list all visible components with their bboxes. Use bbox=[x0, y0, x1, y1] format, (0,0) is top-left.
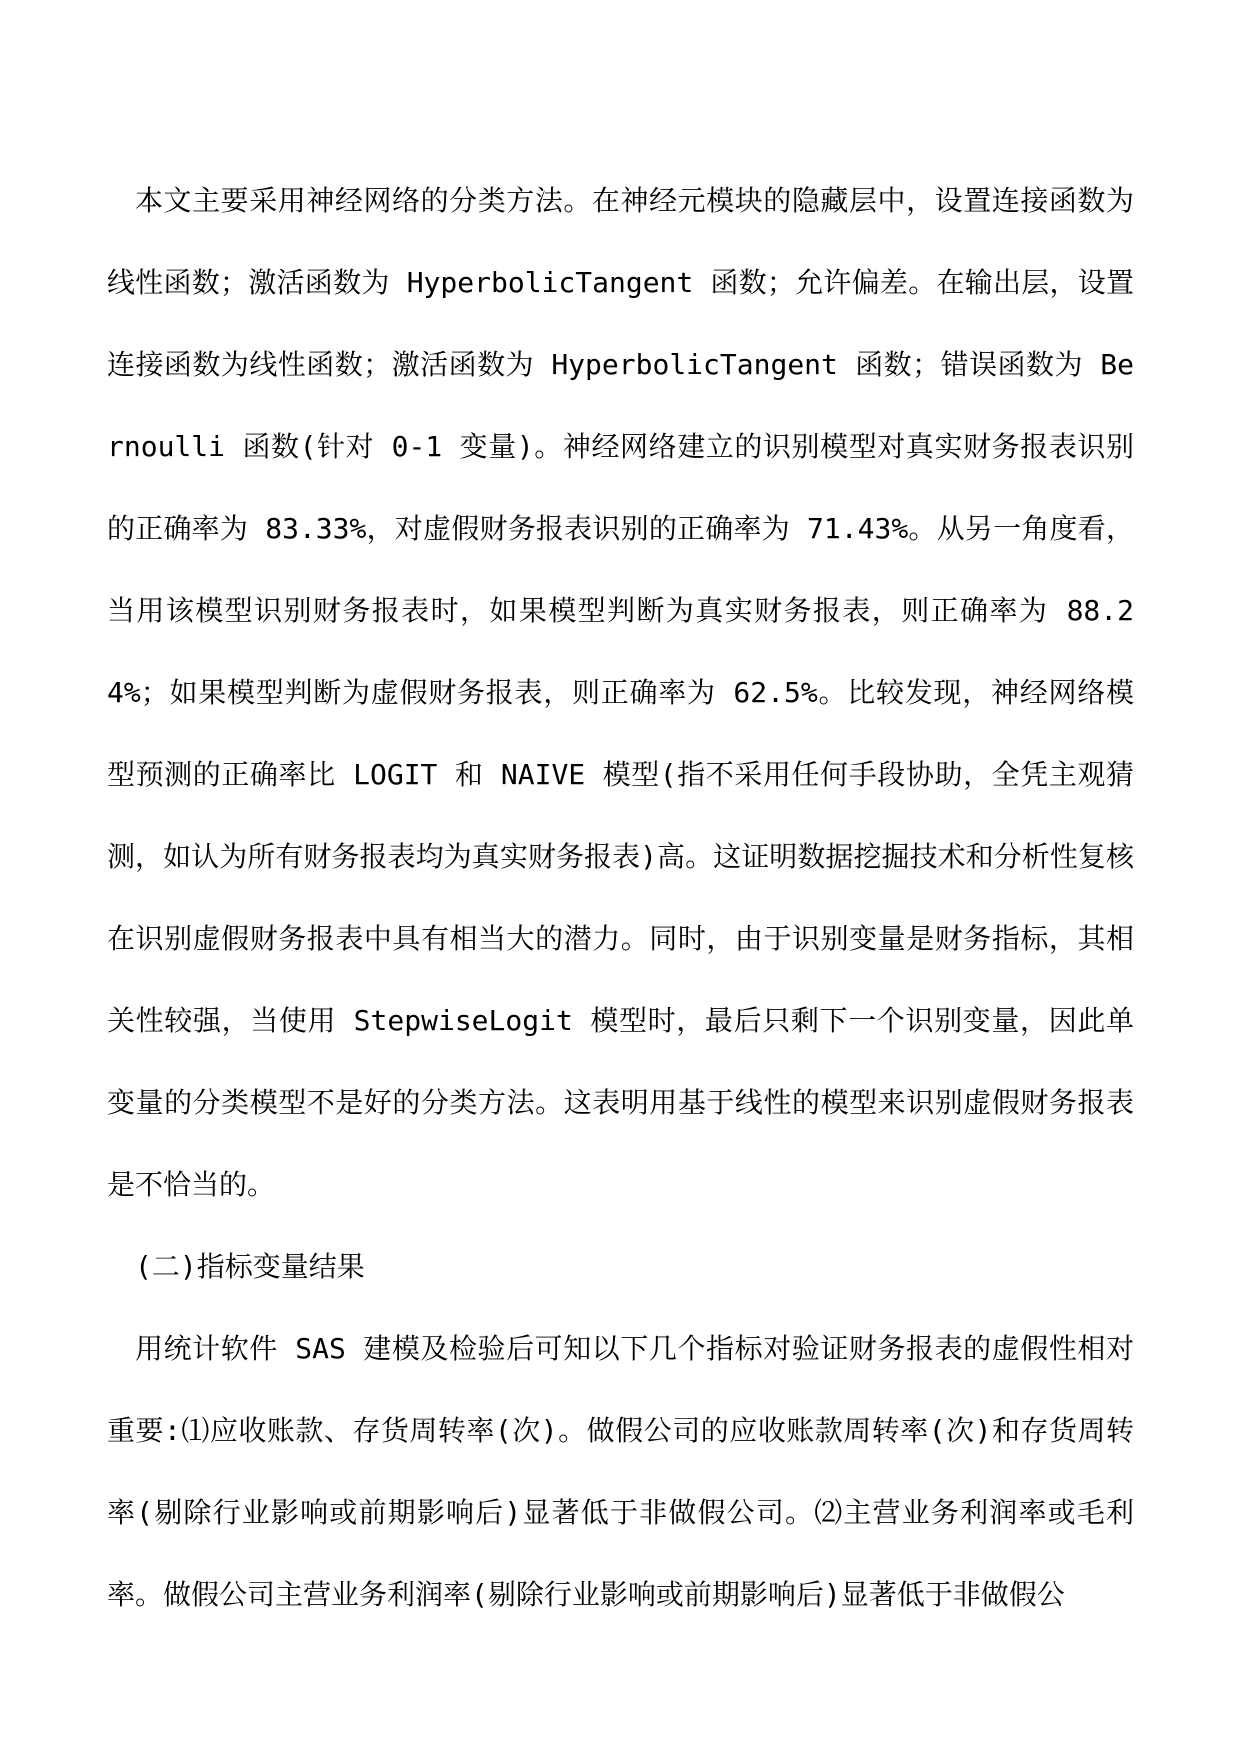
section-heading-indicator-results: (二)指标变量结果 bbox=[135, 1250, 365, 1283]
paragraph-indicator-variables: 用统计软件 SAS 建模及检验后可知以下几个指标对验证财务报表的虚假性相对重要:⑴应收账款、存货周转率(次)。做假公司的应收账款周转率(次)和存货周转率(剔除行业影响或前期影响后)显著低于非做假公司。⑵主营业务利润率或毛利率。做假公司主营业务利润率(剔除行业影响或前期影响后)显著低于非做假公 bbox=[107, 1332, 1134, 1611]
paragraph-neural-network-results: 本文主要采用神经网络的分类方法。在神经元模块的隐藏层中，设置连接函数为线性函数；激活函数为 HyperbolicTangent 函数；允许偏差。在输出层，设置连接函数为线性函数；激活函数为 HyperbolicTangent 函数；错误函数为 Bernoulli 函数(针对 0-1 变量)。神经网络建立的识别模型对真实财务报表识别的正确率为 83.33%，对虚假财务报表识别的正确率为 71.43%。从另一角度看，当用该模型识别财务报表时，如果模型判断为真实财务报表，则正确率为 88.24%；如果模型判断为虚假财务报表，则正确率为 62.5%。比较发现，神经网络模型预测的正确率比 LOGIT 和 NAIVE 模型(指不采用任何手段协助，全凭主观猜测，如认为所有财务报表均为真实财务报表)高。这证明数据挖掘技术和分析性复核在识别虚假财务报表中具有相当大的潜力。同时，由于识别变量是财务指标，其相关性较强，当使用 StepwiseLogit 模型时，最后只剩下一个识别变量，因此单变量的分类模型不是好的分类方法。这表明用基于线性的模型来识别虚假财务报表是不恰当的。 bbox=[107, 184, 1134, 1201]
body-text bbox=[107, 160, 1134, 1636]
